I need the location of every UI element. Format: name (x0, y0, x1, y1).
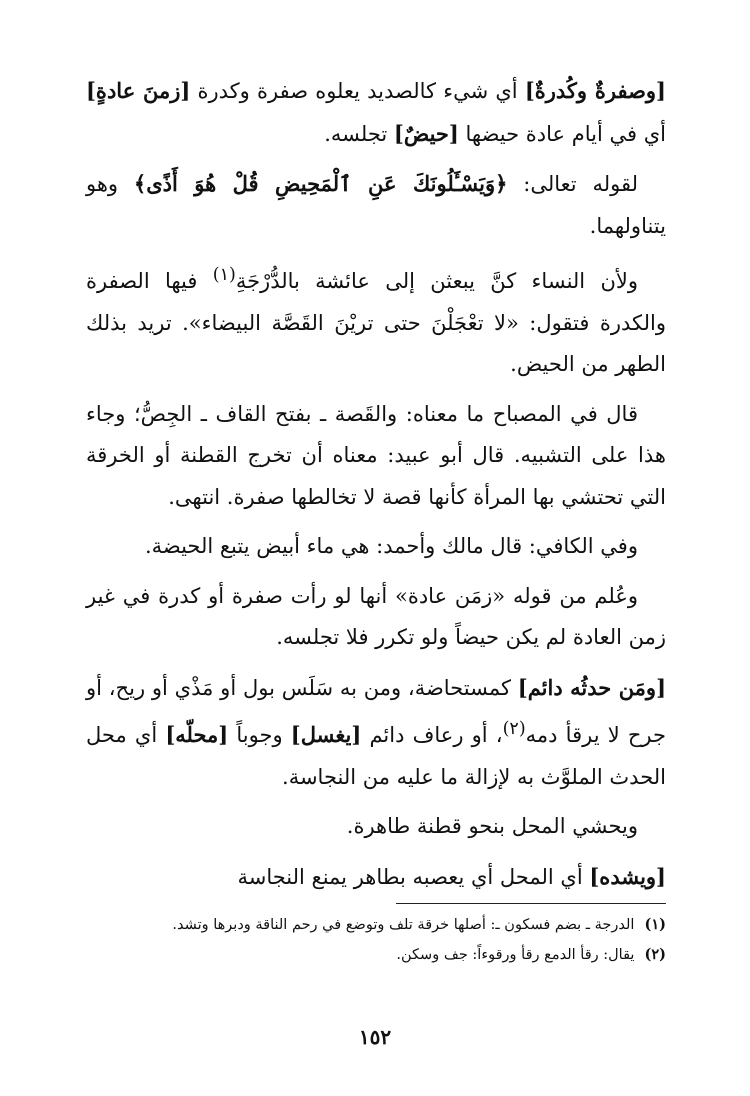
paragraph (86, 70, 666, 155)
paragraph (86, 856, 666, 899)
footnote-marker: (١) (212, 265, 236, 285)
text-run: وعُلم من قوله «زمَن عادة» أنها لو رأت صفرة أو كدرة في غير زمن العادة لم يكن حيضاً ولو تكرر فلا تجلسه. (86, 583, 666, 649)
paragraph (86, 806, 666, 848)
paragraph (86, 576, 666, 659)
text-run: أي محل الحدث الملوَّث به لإزالة ما عليه من النجاسة. (86, 723, 666, 789)
footnote-divider (396, 903, 666, 904)
bold-term: [وصفرةٌ وكُدرةٌ] (524, 78, 666, 103)
text-run: أي المحل أي يعصبه بطاهر يمنع النجاسة (237, 864, 590, 889)
text-run: وفي الكافي: قال مالك وأحمد: هي ماء أبيض يتبع الحيضة. (144, 534, 638, 558)
footnotes-section (86, 903, 666, 972)
footnote (86, 942, 666, 968)
text-run: فيها الصفرة والكدرة فتقول: «لا تعْجَلْنَ حتى تريْنَ القَصَّة البيضاء». تريد بذلك الطهر من الحيض. (86, 269, 666, 376)
footnote-number: (٢) (644, 946, 666, 963)
footnote-list (86, 912, 666, 968)
text-run: أي في أيام عادة حيضها (458, 121, 666, 146)
text-run: ويحشي المحل بنحو قطنة طاهرة. (346, 814, 638, 838)
main-text (86, 70, 666, 898)
paragraph (86, 667, 666, 799)
paragraph (86, 255, 666, 386)
bold-term: [ومَن حدثُه دائم] (517, 674, 667, 700)
footnote-marker: (٢) (502, 719, 526, 739)
bold-term: [زمنَ عادةٍ] (86, 78, 191, 103)
text-run: وهو يتناولهما. (86, 172, 666, 238)
paragraph (86, 163, 666, 247)
text-run: ، أو رعاف دائم (361, 723, 503, 747)
text-run: ولأن النساء كنَّ يبعثن إلى عائشة بالدُّرْجَةِ (235, 269, 638, 293)
bold-term: [يغسل] (290, 722, 362, 747)
text-run: كمستحاضة، ومن به سَلَس بول أو مَذْي أو ريح، أو جرح لا يرقأ دمه (86, 675, 666, 747)
text-run: قال في المصباح ما معناه: والقَصة ـ بفتح القاف ـ الجِصُّ؛ وجاء هذا على التشبيه. قال أبو عبيد: معناه أن تخرج القطنة أو الخرقة التي تحتشي بها المرأة كأنها قصة لا تخالطها صفرة. انتهى. (86, 401, 666, 509)
footnote-number: (١) (644, 916, 666, 933)
bold-term: [حيضٌ] (393, 120, 459, 146)
text-run: وجوباً (228, 723, 291, 747)
text-run: أي شيء كالصديد يعلوه صفرة وكدرة (190, 79, 525, 103)
text-run: تجلسه. (324, 121, 394, 146)
text-run: لقوله تعالى: (507, 172, 638, 196)
footnote-text: يقال: رقأ الدمع رقأ ورقوءاً: جف وسكن. (396, 947, 635, 963)
bold-term: [ويشده] (589, 863, 666, 889)
paragraph (86, 394, 666, 519)
bold-term: [محلّه] (165, 722, 229, 747)
bold-term: ﴿وَيَسْـَٔلُونَكَ عَنِ ٱلْمَحِيضِ قُلْ هُوَ أَذًى﴾ (133, 171, 508, 196)
page-number: ١٥٢ (358, 1025, 392, 1049)
footnote (86, 912, 666, 938)
paragraph (86, 526, 666, 568)
footnote-text: الدرجة ـ بضم فسكون ـ: أصلها خرقة تلف وتوضع في رحم الناقة ودبرها وتشد. (172, 917, 635, 933)
